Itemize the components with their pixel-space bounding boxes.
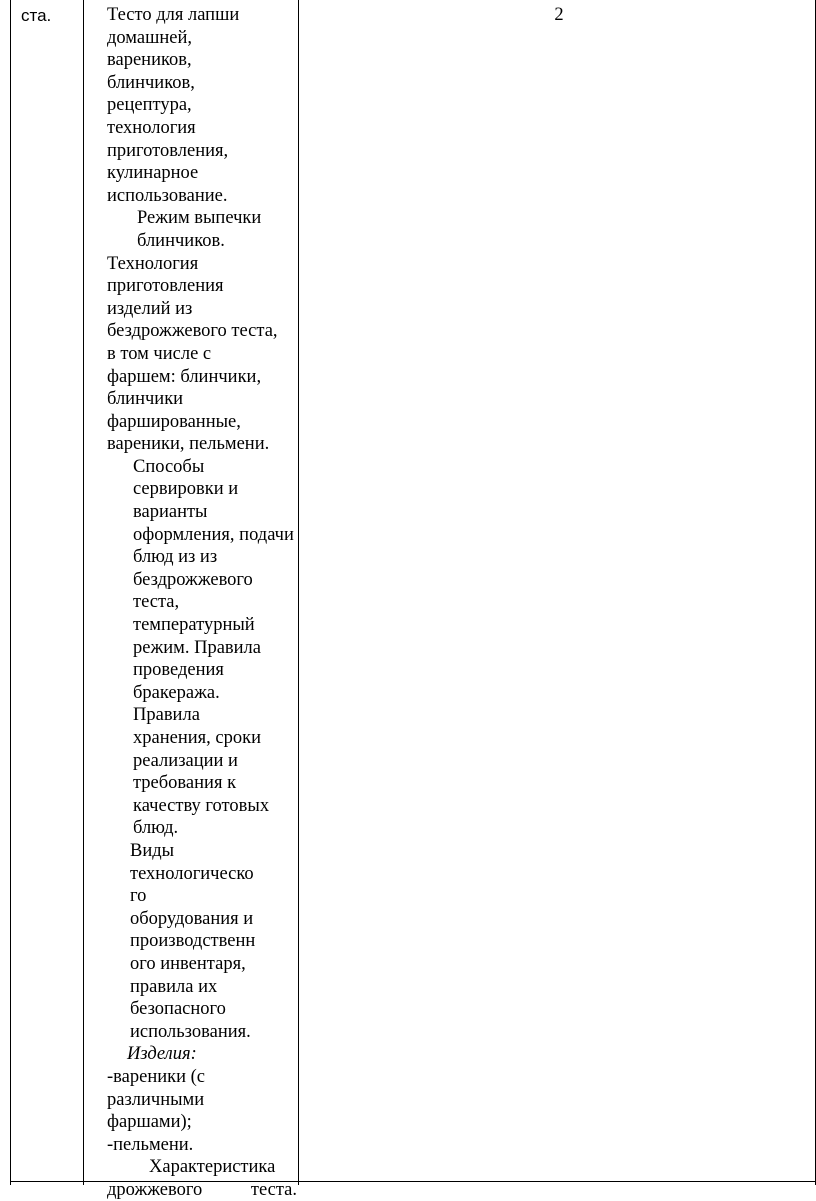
topic-paragraph-characteristic: Характеристика — [149, 1157, 276, 1178]
topic-paragraph-baking-mode: Режим выпечки блинчиков. — [137, 208, 262, 251]
topic-products-list: -вареники (с различными фаршами); -пельмени. — [107, 1066, 206, 1155]
hours-cell: 2 — [554, 5, 564, 25]
topic-content-cell — [107, 4, 297, 1201]
column-divider-2 — [298, 0, 299, 1185]
column-divider-1 — [83, 0, 84, 1185]
topic-paragraph-storage: Правила хранения, сроки реализации и требования к качеству готовых блюд. — [133, 705, 270, 839]
topic-products-heading: Изделия: — [127, 1044, 197, 1065]
row-label-cell: ста. — [21, 6, 52, 25]
topic-paragraph-serving: Способы сервировки и варианты оформления, подачи блюд из из бездрожжевого теста, температурный режим. Правила проведения бракеража. — [133, 456, 294, 703]
topic-paragraph-dough: Тесто для лапши домашней, вареников, блинчиков, рецептура, технология приготовления, кулинарное использование. — [107, 5, 240, 206]
topic-paragraph-yeast-dough: дрожжевого теста. — [107, 1179, 297, 1200]
lesson-table — [10, 0, 816, 1200]
topic-paragraph-technology: Технология приготовления изделий из бездрожжевого теста, в том числе с фаршем: блинчики, блинчики фаршированные, вареники, пельмени. — [107, 253, 278, 455]
topic-paragraph-equipment: Виды технологическо го оборудования и производственн ого инвентаря, правила их безопасного использования. — [130, 840, 256, 1042]
